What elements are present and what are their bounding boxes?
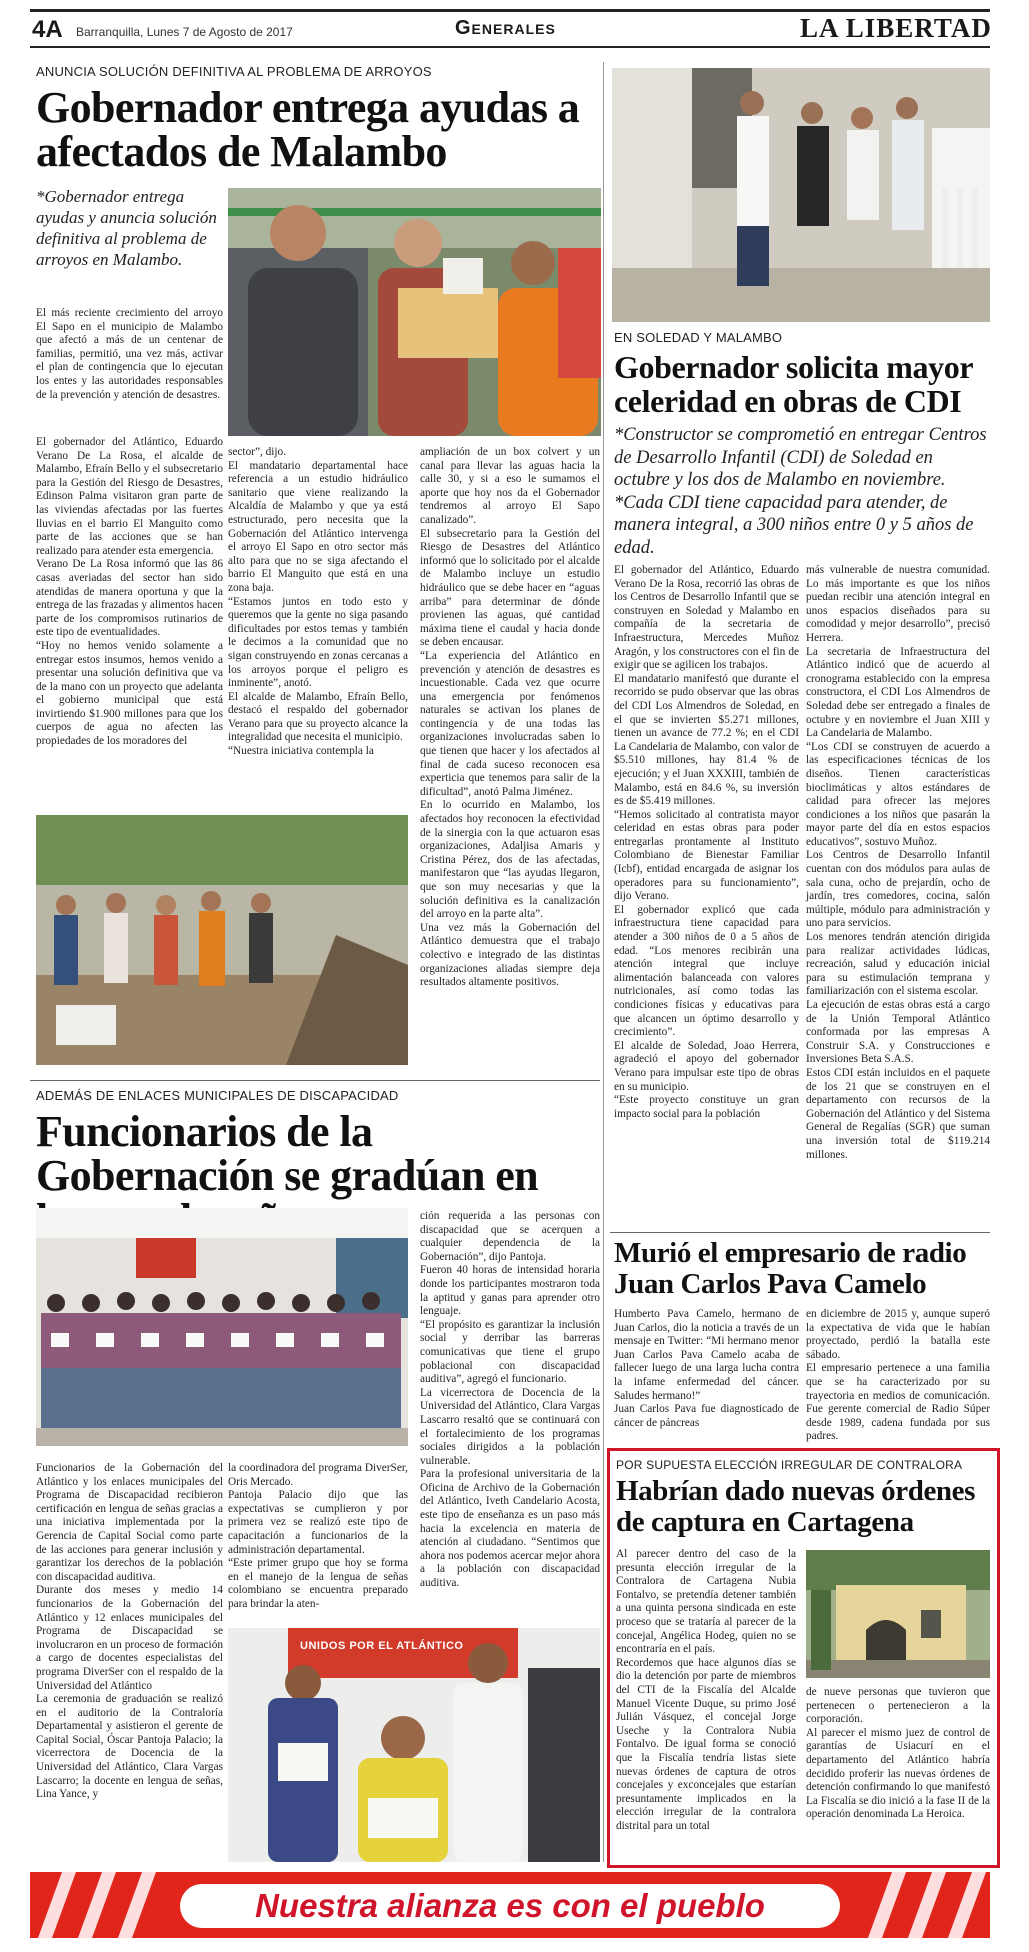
malambo-headline: Gobernador entrega ayudas a afectados de Malambo	[36, 83, 580, 176]
section-name: Generales	[455, 17, 556, 39]
pava-top-rule	[610, 1232, 990, 1233]
senas-body-col3: ción requerida a las personas con discapacidad que se acerquen a cualquier dependencia de la Gobernación”, dijo Pantoja. Fueron 40 horas de intensidad horaria donde los participantes mostraron toda la aptitud y ganas para aprender otro lenguaje. “El propósito es garantizar la inclusión social y derribar las barreras comunicativas que tiene el grupo poblacional con discapacidad auditiva”, agregó el funcionario. La vicerrectora de Docencia de la Universidad del Atlántico, Clara Vargas Lascarro resaltó que se continuará con el fortalecimiento de los programas sociales dirigidos a la población vulnerable. Para la profesional universitaria de la Oficina de Archivo de la Gobernación del Atlántico, Iveth Candelario Acosta, este tipo de enseñanza es un paso más hacia la excelencia en materia de atención al ciudadano. “Sentimos que ahora nos podemos acercar mejor ahora a la población con discapacidad auditiva.	[420, 1210, 600, 1590]
banner-stripe	[948, 1872, 986, 1938]
cdi-body-col1: El gobernador del Atlántico, Eduardo Verano De la Rosa, recorrió las obras de los Centros de Desarrollo Infantil que se construyen en Soledad y Malambo en compañía de la secretaria de Infraestructura, Mercedes Muñoz Aragón, y los constructores con el fin de exigir que se agilicen los trabajos. El mandatario manifestó que durante el recorrido se pudo observar que las obras del CDI Los Almendros de Soledad, en el que se invierten $5.271 millones, tienen un avance de 77.2 %; en el CDI La Candelaria de Malambo, con valor de $5.510 millones, hay 81.4 % de ejecución; y el Juan XXXIII, también de Malambo, está en 84.6 %, su inversión es de $5.419 millones. “Hemos solicitado al contratista mayor celeridad en estas obras para poder entregarlas prontamente al Instituto Colombiano de Bienestar Familiar (Icbf), entidad encargada de asignar los operadores para su funcionamiento”, dijo Verano. El gobernador explicó que cada infraestructura tiene capacidad para atender a 300 niños de 0 a 5 años de edad. “Los menores recibirán una atención integral que incluye alimentación balanceada con valores nutricionales, así como todas las condiciones físicas y educativas para que alcancen un óptimo desarrollo y crecimiento”. El alcalde de Soledad, Joao Herrera, agradeció el apoyo del gobernador Verano para impulsar este tipo de obras en su municipio. “Este proyecto constituye un gran impacto social para la población	[614, 564, 799, 1120]
column-divider	[603, 62, 604, 1862]
cdi-photo-visit	[612, 68, 990, 322]
captura-body-col1: Al parecer dentro del caso de la presunta elección irregular de la Contralora de Cartagena Nubia Fontalvo, se pretendía detener también a una quinta persona sindicada en este proceso que se trataría al parecer de la concejal, Angélica Hodeg, quien no se encontraría en el país. Recordemos que hace algunos días se dio la detención por parte de miembros del CTI de la Fiscalía del Alcalde Manuel Vicente Duque, su primo José Julián Vásquez, el concejal Jorge Useche y la Contralora Nubia Fontalvo. De igual forma se conoció que la Fiscalía tendría listas siete nuevas órdenes de captura de otros concejales y exconcejales que estarían presuntamente implicados en la elección irregular de la contralora distrital para un total	[616, 1548, 796, 1832]
page-number: 4A	[32, 16, 63, 43]
senas-photo-group	[36, 1208, 408, 1446]
pava-headline: Murió el empresario de radio Juan Carlos Pava Camelo	[614, 1237, 967, 1300]
senas-body-col1: Funcionarios de la Gobernación del Atlántico y los enlaces municipales del Programa de Discapacidad recibieron certificación en lengua de señas gracias a una iniciativa implementada por la Gerencia de Capital Social como parte de las acciones para generar inclusión y garantizar los derechos de la población con discapacidad auditiva. Durante dos meses y medio 14 funcionarios de la Gobernación del Atlántico y 12 enlaces municipales del Programa de Discapacidad se involucraron en un proceso de formación a cargo de docentes especialistas del programa DiverSer con el respaldo de la Universidad del Atlántico La ceremonia de graduación se realizó en el auditorio de la Contraloría Departamental y asistieron el gerente de Capital Social, Óscar Pantoja Palacio; la vicerrectora de Docencia de la Universidad del Atlántico, Clara Vargas Lascarro; la docente en lengua de señas, Lina Yance, y	[36, 1462, 223, 1801]
banner-stripe	[118, 1872, 156, 1938]
masthead-top-rule	[30, 9, 990, 12]
senas-headline: Funcionarios de la Gobernación se gradúan en	[36, 1107, 539, 1200]
slogan-pill	[180, 1884, 840, 1928]
malambo-photo-aid-handover	[228, 188, 601, 436]
captura-kicker: POR SUPUESTA ELECCIÓN IRREGULAR DE CONTRALORA	[616, 1458, 963, 1472]
cdi-dek-2: *Cada CDI tiene capacidad para atender, de manera integral, a 300 niños entre 0 y 5 años de edad.	[614, 492, 974, 558]
senas-photo-certificate	[228, 1628, 600, 1862]
senas-photo-banner-text: UNIDOS POR EL ATLÁNTICO	[300, 1640, 464, 1652]
senas-body-col2: la coordinadora del programa DiverSer, Oris Mercado. Pantoja Palacio dijo que las expectativas se cumplieron y por primera vez se realizó este tipo de capacitación a funcionarios de la administración departamental. “Este primer grupo que hoy se forma en el manejo de la lengua de señas colombiano se encuentra preparado para brindar la aten-	[228, 1462, 408, 1610]
slogan-text: Nuestra alianza es con el pueblo	[255, 1887, 765, 1924]
malambo-kicker: ANUNCIA SOLUCIÓN DEFINITIVA AL PROBLEMA DE ARROYOS	[36, 64, 432, 79]
banner-stripe	[868, 1872, 906, 1938]
slogan-banner	[30, 1872, 990, 1938]
captura-headline: Habrían dado nuevas órdenes de captura en Cartagena	[616, 1475, 976, 1538]
banner-stripe	[78, 1872, 116, 1938]
malambo-body-col2: sector”, dijo. El mandatario departamental hace referencia a un estudio hidráulico sanitario que viene realizando la Alcaldía de Malambo y que ya está estructurado, pero necesita que la Gobernación del Atlántico intervenga el arroyo El Sapo en otro sector más alto para que no se siga afectando el barrio El Manguito que está en una zona baja. “Estamos juntos en todo esto y queremos que la gente no siga pasando dificultades por estos temas y también le decimos a la comunidad que no sigan construyendo en zonas cercanas a los arroyos porque el peligro es inminente”, anotó. El alcalde de Malambo, Efraín Bello, destacó el respaldo del gobernador Verano para que su proyecto alcance la integralidad que necesita el municipio. “Nuestra iniciativa contempla la	[228, 446, 408, 758]
senas-kicker: ADEMÁS DE ENLACES MUNICIPALES DE DISCAPACIDAD	[36, 1088, 399, 1103]
cdi-body-col2: más vulnerable de nuestra comunidad. Lo más importante es que los niños puedan recibir una atención integral en unos espacios diseñados para su comodidad y mejor desarrollo”, precisó Herrera. La secretaria de Infraestructura del Atlántico indicó que de acuerdo al cronograma establecido con la empresa constructora, el CDI Los Almendros de Soledad debe ser entregado a finales de octubre y en noviembre el Juan XIII y La Candelaria de Malambo. “Los CDI se construyen de acuerdo a las especificaciones técnicas de los diseños. Tienen características bioclimáticas y altos estándares de calidad para ofrecer las mejores condiciones a los niños que pasarán la mayor parte del día en estos espacios educativos”, sostuvo Muñoz. Los Centros de Desarrollo Infantil cuentan con dos módulos para aulas de sala cuna, ocho de prejardín, ocho de jardín, tres comedores, cocina, salón múltiple, módulo para administración y uno para servicios. Los menores tendrán atención dirigida para realizar actividades lúdicas, recreación, salud y educación inicial para su estimulación temprana y familiarización con el sistema escolar. La ejecución de estas obras está a cargo de la Unión Temporal Atlántico conformada por las empresas A Construir S.A. y Construcciones e Inversiones Beta S.A.S. Estos CDI están incluidos en el paquete de los 21 que se construyen en el departamento con recursos de la Gobernación del Atlántico y del Sistema General de Regalías (SGR) que suman una inversión total de $119.214 millones.	[806, 564, 990, 1161]
masthead-bottom-rule	[30, 46, 990, 48]
cdi-kicker: EN SOLEDAD Y MALAMBO	[614, 330, 783, 345]
cdi-dek	[614, 424, 990, 560]
malambo-body-col1: El gobernador del Atlántico, Eduardo Verano De La Rosa, el alcalde de Malambo, Efraín Bello y el subsecretario para la Gestión del Riesgo de Desastres, Edinson Palma visitaron gran parte de las viviendas afectadas por las fuertes lluvias en el barrio El Manguito como parte de las acciones que se han realizado para atender esta emergencia. Verano De La Rosa informó que las 86 casas averiadas del sector han sido atendidas de manera oportuna y que la entrega de las frazadas y alimentos hacen parte de los compromisos rutinarios de este tipo de eventualidades. “Hoy no hemos venido solamente a entregar estos insumos, hemos venido a presentar una solución definitiva que va de la mano con un proyecto que adelanta el gobierno municipal que está invirtiendo $1.900 millones para que los cuerpos de agua no afecten las propiedades de los moradores del	[36, 436, 223, 748]
captura-photo-building	[806, 1550, 990, 1678]
pava-body-col1: Humberto Pava Camelo, hermano de Juan Carlos, dio la noticia a través de un mensaje en Twitter: “Mi hermano menor Juan Carlos Pava Camelo acaba de fallecer luego de una larga lucha contra la infame enfermedad del cáncer. Saludes hermano!” Juan Carlos Pava fue diagnosticado de cáncer de páncreas	[614, 1308, 799, 1429]
captura-body-col2: de nueve personas que tuvieron que pertenecen o pertenecieron a la corporación. Al parecer el mismo juez de control de garantías de Usiacurí en el departamento del Atlántico habría decidido proferir las nuevas órdenes de detención confirmando lo que manifestó La Fiscalía se dio inició a la fase II de la operación denominada La Heroica.	[806, 1686, 990, 1821]
senas-top-rule	[30, 1080, 600, 1081]
cdi-headline: Gobernador solicita mayor celeridad en obras de CDI	[614, 349, 973, 419]
malambo-body-col3: ampliación de un box colvert y un canal para llevar las aguas hacia la calle 30, y si a eso le sumamos el aporte que hoy nos da el Gobernador tendremos al arroyo El Sapo canalizado”. El subsecretario para la Gestión del Riesgo de Desastres del Atlántico informó que lo solicitado por el alcalde de Malambo incluye un estudio hidráulico que se debe hacer en “aguas arriba” para determinar de dónde provienen las aguas, qué cantidad máxima tiene el caudal y hacia donde se deben encausar. “La experiencia del Atlántico en prevención y atención de desastres es incuestionable. Cada vez que ocurre una emergencia por fenómenos naturales se activan los planes de contingencia y de una todas las organizaciones involucradas saben lo que tienen que hacer y los afectados al final de cada suceso reconocen esa experticia que tenemos para salir de la dificultad”, anotó Palma Jiménez. En lo ocurrido en Malambo, los afectados hoy reconocen la efectividad de la sinergia con la que actuaron esas organizaciones, Adaljisa Amaris y Cristina Pérez, dos de las afectadas, manifestaron que “las ayudas llegaron, que son muy necesarias y que la solución definitiva es la canalización del arroyo en la parte alta”. Una vez más la Gobernación del Atlántico demuestra que el trabajo colectivo e integrado de las distintas organizaciones aliadas siempre deja resultados altamente positivos.	[420, 446, 600, 989]
cdi-dek-1: *Constructor se comprometió en entregar Centros de Desarrollo Infantil (CDI) de Soledad en octubre y los dos de Malambo en noviembre.	[614, 425, 987, 490]
dateline: Barranquilla, Lunes 7 de Agosto de 2017	[76, 25, 293, 39]
banner-stripe	[38, 1872, 76, 1938]
malambo-dek: *Gobernador entrega ayudas y anuncia solución definitiva al problema de arroyos en Malambo.	[36, 187, 217, 269]
malambo-body-col1-top: El más reciente crecimiento del arroyo El Sapo en el municipio de Malambo que afectó a más de un centenar de familias, permitió, una vez más, activar el plan de contingencia que lo ejecutan los entes y las autoridades responsables de la prevención y atención de desastres.	[36, 307, 223, 401]
brand-logo: LA LIBERTAD	[800, 13, 992, 43]
malambo-photo-visit	[36, 815, 408, 1065]
banner-stripe	[908, 1872, 946, 1938]
pava-body-col2: en diciembre de 2015 y, aunque superó la expectativa de vida que le habían proyectado, perdió la batalla este sábado. El empresario pertenece a una familia que se ha caracterizado por su trayectoria en medios de comunicación. Fue gerente comercial de Radio Súper desde 1989, cadena fundada por sus padres.	[806, 1308, 990, 1443]
